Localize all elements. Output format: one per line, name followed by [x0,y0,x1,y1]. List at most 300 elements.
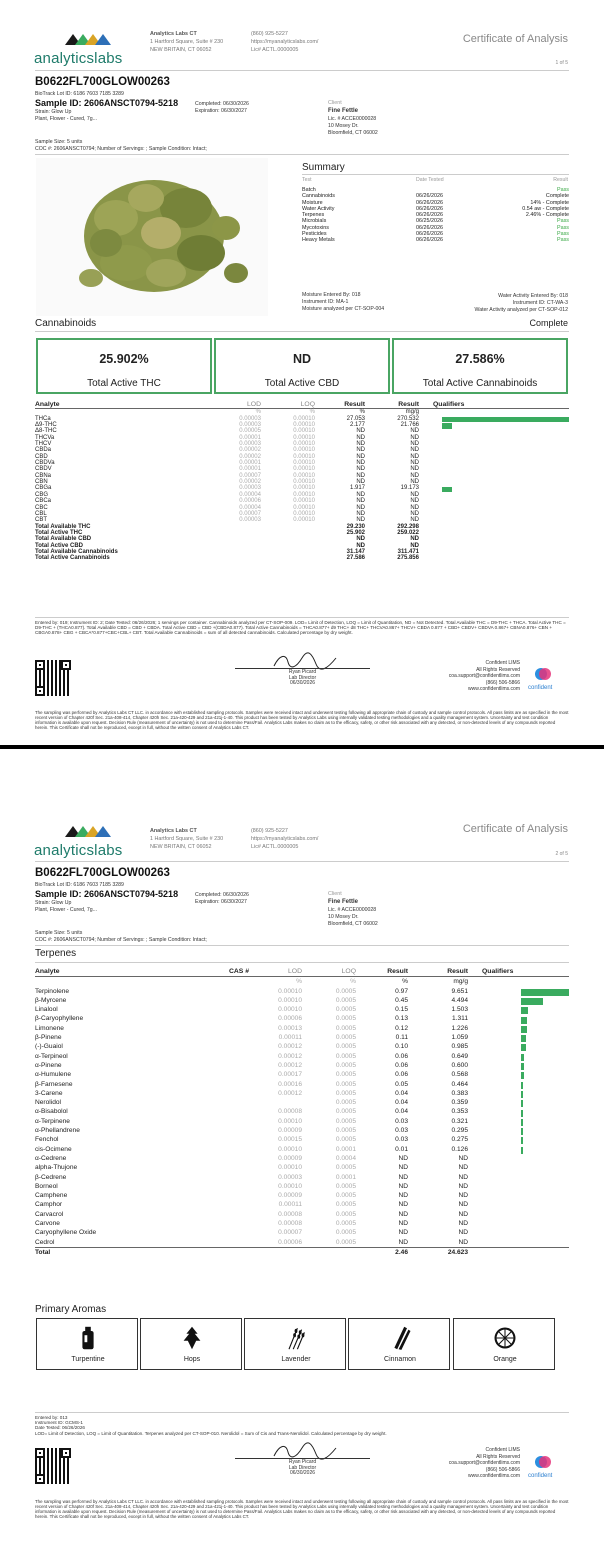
loq-value: 0.0005 [335,1210,356,1218]
summary-result: Pass [557,237,569,244]
loq-value: 0.00010 [293,434,315,441]
result-pct: 0.11 [395,1034,408,1042]
result-mg: ND [410,504,419,511]
coa-page-2 [0,783,604,1566]
lod-value: 0.00004 [239,491,261,498]
summary-date: 06/26/2026 [416,205,443,212]
result-bar [521,1137,523,1144]
total-active-cannabinoids-value: 27.586% [455,352,505,366]
lavender-icon [283,1324,309,1352]
divider [35,945,569,946]
lod-value: 0.00010 [278,987,302,995]
summary-test: Moisture [302,199,323,206]
loq-value: 0.00010 [293,415,315,422]
doc-title: Certificate of Analysis [462,823,568,835]
loq-value: 0.0001 [335,1173,356,1181]
result-pct: 0.01 [395,1145,408,1153]
batch-id: B0622FL700GLOW00263 [35,76,170,88]
col-loq: LOQ [261,402,315,409]
table-row [35,1098,569,1107]
unit-result-mg: mg/g [405,409,419,416]
result-mg: ND [410,447,419,454]
result-mg: 4.494 [451,996,468,1004]
strain: Strain: Glow Up [35,109,72,115]
analyte-name: CBNa [35,472,52,479]
result-pct: ND [398,1154,408,1162]
analyte-name: CBCa [35,498,52,505]
confident-brand: confident [528,1473,553,1479]
result-pct: 0.04 [395,1089,408,1097]
signatory: Ryan Picard Lab Director 06/30/2026 [288,669,317,687]
summary-test: Batch [302,187,316,193]
total-active-thc-label: Total Active THC [87,378,161,389]
result-mg: ND [410,428,419,435]
total-row [35,1247,569,1257]
result-mg: 0.359 [451,1099,468,1107]
product-type: Plant, Flower - Cured, 7g... [35,116,97,122]
aroma-card [348,1318,450,1370]
table-row [35,1052,569,1061]
result-mg: 0.464 [451,1080,468,1088]
confident-info: Confident LIMS All Rights Reserved coa.support@confidentlims.com (866) 506-5866 www.confidentlims.com [448,1447,520,1479]
result-pct: ND [356,453,365,460]
bottle-icon [75,1324,101,1352]
unit-lod: % [296,978,302,986]
summary-test: Cannabinoids [302,193,335,200]
result-bar [521,1147,523,1154]
result-mg: 0.568 [451,1071,468,1079]
summary-title: Summary [302,162,345,173]
result-pct: ND [356,460,365,467]
aroma-card [140,1318,242,1370]
lod-value: 0.00010 [278,1117,302,1125]
sample-id: Sample ID: 2606ANSCT0794-5218 [35,98,179,108]
loq-value: 0.0005 [335,987,356,995]
result-mg: ND [458,1210,468,1218]
result-mg: ND [458,1220,468,1228]
aroma-label: Cinnamon [384,1356,416,1363]
total-active-cbd-value: ND [292,352,312,366]
result-mg: ND [458,1229,468,1237]
result-bar [521,998,543,1005]
loq-value: 0.0005 [335,1229,356,1237]
total-name: Total Active CBD [35,542,84,549]
result-bar [521,1110,523,1117]
client-lic: Lic. # ACCE0000028 [328,907,377,913]
result-bar [521,1091,523,1098]
logo-text: analyticslabs [34,50,123,67]
summary-result: Pass [557,187,569,193]
lod-value: 0.00013 [278,1024,302,1032]
table-row [35,1173,569,1182]
lod-value: 0.00009 [278,1154,302,1162]
result-pct: ND [398,1182,408,1190]
batch-id: B0622FL700GLOW00263 [35,867,170,879]
analyte-name: Caryophyllene Oxide [35,1229,97,1237]
result-bar [521,1119,523,1126]
analyte-name: β-Farnesene [35,1080,73,1088]
analyte-name: Carvone [35,1220,60,1228]
col-qualifiers: Qualifiers [468,967,569,977]
lod-value: 0.00010 [278,1164,302,1172]
result-pct: 0.13 [395,1015,408,1023]
result-mg: ND [458,1164,468,1172]
lod-value: 0.00005 [239,428,261,435]
completed-date: Completed: 06/30/2026 [195,892,249,898]
total-pct: ND [356,542,365,549]
result-pct: ND [398,1173,408,1181]
result-mg: 0.321 [451,1117,468,1125]
loq-value: 0.0005 [335,1006,356,1014]
disclaimer: The sampling was performed by Analytics Labs CT LLC. in accordance with established sampling protocols. Samples were received intact and underwent testing following all appropriate chain of custody and sample control protocols. All pass limits are as specified in the most recent version of Chapter 420f Sec. 21a-408-414, Chapter 420h Sec. 21a-420-429 and 21a-421j-1-40. This product has been tested by Analytics Labs using internally validated testing methodologies and a quality management system. Uncertainty and test condition information is available upon request. Decision Rule (measurement of uncertainty) is not used to determine Pass/Fail. Analytics Labs makes no claim as to the efficacy, safety, or other risk associated with any detected, or non-detected levels of any compounds reported herein. This Certificate shall not be reproduced, except in full, without the written consent of Analytics Labs CT. [35,710,569,730]
col-qualifiers: Qualifiers [419,402,569,409]
loq-value: 0.0005 [335,1034,356,1042]
result-pct: 0.06 [395,1061,408,1069]
result-pct: ND [356,447,365,454]
cannabinoid-notes: Entered by: 019; Instrument ID: 2; Date Tested: 06/26/2026; 1 servings per container. Cannabinoids analyzed per CT-SOP-009. LOD= Limit of Detection, LOQ = Limit of Quantitation, ND = Not Detected. Total Available THC = D9-THC + THCA. Total Active THC = D9-THC + (THCA0.877). Total Available CBD = CBD + CBDA. Total Active CBD = CBD +(CBDA0.877). Total Active Cannabinoids = THCA0.877+ d9 THC+ d8 THC+ THCVA0.867+ THCV+ CBDA 0.877 + CBD+ CBDV+ CBDVA 0.867+ CBNA0.876+ CBN + CBGA0.878+ CBG + CBCA*0.877+CBC+CBL+ CBT. Total Available Cannabinoids = sum of all detected cannabinoids. Calculated percentage by dry weight. [35,620,566,636]
result-pct: 0.97 [395,987,408,995]
loq-value: 0.0005 [335,1099,356,1107]
total-mg: 292.298 [397,523,419,530]
loq-value: 0.0005 [335,1071,356,1079]
client-lic: Lic. # ACCE0000028 [328,116,377,122]
table-row [35,1080,569,1089]
result-pct: ND [356,510,365,517]
client-street: 10 Mosey Dr. [328,123,359,129]
loq-value: 0.0005 [335,1089,356,1097]
analyte-name: β-Myrcene [35,996,67,1004]
lod-value: 0.00008 [278,1210,302,1218]
lod-value: 0.00007 [278,1229,302,1237]
table-row [35,1219,569,1228]
table-row [35,1135,569,1144]
unit-result-mg: mg/g [453,978,468,986]
result-mg: ND [458,1201,468,1209]
analyte-name: Fenchol [35,1136,59,1144]
lod-value: 0.00002 [239,479,261,486]
table-row [35,1061,569,1070]
total-name: Total Available CBD [35,536,92,543]
loq-value: 0.0005 [335,1024,356,1032]
sample-size: Sample Size: 5 units [35,930,83,936]
aroma-label: Lavender [281,1356,311,1363]
loq-value: 0.00010 [293,466,315,473]
result-mg: ND [458,1238,468,1246]
unit-lod: % [255,409,261,416]
lod-value: 0.00016 [278,1080,302,1088]
result-mg: 9.651 [451,987,468,995]
qr-code-icon [35,1448,71,1484]
aroma-card [244,1318,346,1370]
summary-date: 06/26/2026 [416,193,443,200]
terpene-bars [521,783,569,1566]
result-pct: ND [398,1238,408,1246]
summary-result: 0.54 aw - Complete [522,205,569,212]
lod-value: 0.00003 [239,415,261,422]
product-photo [36,158,268,316]
result-pct: ND [398,1164,408,1172]
terpene-notes: Entered by: 013 Instrument ID: GCMS-1 Date Tested: 06/26/2026 LOD= Limit of Detection, LOQ = Limit of Quantitation. Terpenes analyzed per CT-SOP-010. Nerolidol = Sum of Cis and Trans-Nerolidol. Calculated percentage by dry weight. [35,1415,387,1436]
lod-value: 0.00008 [278,1108,302,1116]
loq-value: 0.0005 [335,1164,356,1172]
loq-value: 0.00010 [293,504,315,511]
lod-value: 0.00011 [278,1201,302,1209]
result-pct: 0.10 [395,1043,408,1051]
col-cas: CAS # [175,967,249,977]
result-pct: 2.177 [349,422,365,429]
lod-value: 0.00003 [239,441,261,448]
summary-date: 06/26/2026 [416,224,443,231]
page-number: 1 of 5 [555,60,568,66]
analyte-name: CBDVa [35,460,55,467]
analyte-name: CBGa [35,485,52,492]
result-mg: 1.311 [451,1015,468,1023]
analyte-name: β-Caryophyllene [35,1015,84,1023]
result-mg: 1.059 [451,1034,468,1042]
lod-value: 0.00004 [239,504,261,511]
sample-size: Sample Size: 5 units [35,139,83,145]
lod-value: 0.00017 [278,1071,302,1079]
result-mg: ND [410,441,419,448]
logo-text: analyticslabs [34,842,123,859]
unit-loq: % [309,409,315,416]
col-result: Result [315,402,365,409]
summary-test: Heavy Metals [302,237,335,244]
result-bar [521,1044,526,1051]
result-pct: 0.03 [395,1117,408,1125]
analyte-name: β-Cedrene [35,1173,67,1181]
loq-value: 0.00010 [293,453,315,460]
analyte-name: Cedrol [35,1238,55,1246]
wa-entered: Water Activity Entered By: 018 [498,293,568,299]
result-mg: ND [458,1154,468,1162]
lod-value: 0.00011 [278,1034,302,1042]
lod-value: 0.00001 [239,466,261,473]
summary-date: 06/26/2026 [416,237,443,244]
lab-contact: (860) 925-5227 https://myanalyticslabs.com/ Lic# ACTL.0000005 [251,31,319,53]
result-pct: ND [398,1192,408,1200]
analyte-name: CBDV [35,466,52,473]
lod-value: 0.00007 [239,472,261,479]
loq-value: 0.00010 [293,428,315,435]
analyte-name: (-)-Guaiol [35,1043,63,1051]
expiration-date: Expiration: 06/30/2027 [195,108,247,114]
table-row [35,1042,569,1051]
total-name: Total [35,1248,51,1256]
total-mg: 311.471 [397,548,419,555]
analyte-name: 3-Carene [35,1089,63,1097]
loq-value: 0.0005 [335,1015,356,1023]
result-mg: ND [410,498,419,505]
loq-value: 0.00010 [293,447,315,454]
loq-value: 0.00010 [293,510,315,517]
result-mg: 0.600 [451,1061,468,1069]
biotrack-id: BioTrack Lot ID: 6186 7603 7185 3289 [35,91,124,97]
table-row [35,1182,569,1191]
result-pct: 27.053 [346,415,365,422]
loq-value: 0.0005 [335,1117,356,1125]
summary-test: Microbials [302,218,327,225]
table-row [35,1014,569,1023]
lod-value: 0.00003 [239,422,261,429]
summary-result: Pass [557,231,569,238]
col-analyte: Analyte [35,967,175,977]
result-bar [521,1128,523,1135]
result-bar [521,1017,527,1024]
analyte-name: Linalool [35,1006,58,1014]
table-row [35,1238,569,1248]
summary-result: 14% - Complete [530,199,569,206]
loq-value: 0.0005 [335,1052,356,1060]
aromas-title: Primary Aromas [35,1304,107,1315]
result-mg: 1.226 [451,1024,468,1032]
cannabinoids-title: Cannabinoids [35,318,97,329]
loq-value: 0.0004 [335,1154,356,1162]
client-city: Bloomfield, CT 06002 [328,130,378,136]
total-mg: 275.856 [397,555,419,562]
total-active-cannabinoids-label: Total Active Cannabinoids [422,378,538,389]
lod-value: 0.00001 [239,460,261,467]
total-name: Total Active Cannabinoids [35,555,110,562]
result-mg: ND [410,510,419,517]
result-bar [521,1007,528,1014]
result-bar [521,1063,524,1070]
strain: Strain: Glow Up [35,900,72,906]
loq-value: 0.00010 [293,472,315,479]
analyte-name: CBN [35,479,48,486]
table-row [35,1210,569,1219]
analyte-name: α-Phellandrene [35,1127,80,1135]
terpenes-title: Terpenes [35,948,77,959]
lod-value: 0.00010 [278,1182,302,1190]
result-pct: ND [356,504,365,511]
sample-id: Sample ID: 2606ANSCT0794-5218 [35,889,179,899]
col-result: Result [356,967,408,977]
total-active-thc-box [36,338,212,394]
result-mg: ND [410,517,419,524]
result-mg: 19.173 [400,485,419,492]
summary-date: 06/26/2026 [416,231,443,238]
analyte-name: α-Pinene [35,1061,62,1069]
page-number: 2 of 5 [555,851,568,857]
table-row [35,1154,569,1163]
result-pct: 0.06 [395,1052,408,1060]
result-mg: 270.532 [397,415,419,422]
result-pct: 0.06 [395,1071,408,1079]
aroma-card [36,1318,138,1370]
result-bar [521,1082,523,1089]
lod-value: 0.00002 [239,453,261,460]
result-mg: 21.766 [400,422,419,429]
loq-value: 0.00010 [293,460,315,467]
analyte-name: Δ9-THC [35,422,57,429]
analyte-name: CBT [35,517,47,524]
result-bar [521,1072,524,1079]
product-type: Plant, Flower - Cured, 7g... [35,907,97,913]
loq-value: 0.0005 [335,1108,356,1116]
signatory: Ryan Picard Lab Director 06/30/2026 [288,1459,317,1477]
aroma-card [453,1318,555,1370]
col-lod: LOD [175,402,261,409]
result-mg: ND [410,434,419,441]
table-row [35,1228,569,1237]
page-separator [0,745,604,749]
result-pct: 0.45 [395,996,408,1004]
summary-test: Water Activity [302,205,335,212]
result-pct: 0.12 [395,1024,408,1032]
summary-date: 06/25/2026 [416,218,443,225]
table-row [35,1070,569,1079]
result-mg: ND [410,460,419,467]
loq-value: 0.0005 [335,1080,356,1088]
table-row [35,996,569,1005]
analyte-name: α-Humulene [35,1071,72,1079]
loq-value: 0.0005 [335,1192,356,1200]
confident-info: Confident LIMS All Rights Reserved coa.support@confidentlims.com (866) 506-5866 www.confidentlims.com [448,660,520,692]
analyte-name: α-Cedrene [35,1154,67,1162]
analyte-name: THCV [35,441,52,448]
aroma-label: Hops [183,1356,201,1363]
result-mg: ND [458,1192,468,1200]
logo-mark-icon [64,28,114,50]
result-pct: 0.04 [395,1108,408,1116]
moisture-entered: Moisture Entered By: 018 [302,292,361,298]
summary-result: 2.46% - Complete [525,212,569,219]
analyte-name: Terpinolene [35,987,70,995]
result-bar [521,1100,523,1107]
loq-value: 0.00010 [293,479,315,486]
confident-logo-icon [534,1453,552,1471]
total-name: Total Available Cannabinoids [35,548,118,555]
col-loq: LOQ [302,967,356,977]
result-pct: ND [398,1220,408,1228]
analyte-name: alpha-Thujone [35,1164,78,1172]
result-pct: ND [356,498,365,505]
disclaimer: The sampling was performed by Analytics Labs CT LLC. in accordance with established sampling protocols. Samples were received intact and underwent testing following all appropriate chain of custody and sample control protocols. All pass limits are as specified in the most recent version of Chapter 420f Sec. 21a-408-414, Chapter 420h Sec. 21a-420-429 and 21a-421j-1-40. This product has been tested by Analytics Labs using internally validated testing methodologies and a quality management system. Uncertainty and test condition information is available upon request. Decision Rule (measurement of uncertainty) is not used to determine Pass/Fail. Analytics Labs makes no claim as to the efficacy, safety, or other risk associated with any detected, or non-detected levels of any compounds reported herein. This Certificate shall not be reproduced, except in full, without the written consent of Analytics Labs CT. [35,1499,569,1519]
loq-value: 0.0005 [335,1182,356,1190]
divider [35,1412,569,1413]
result-mg: 0.295 [451,1127,468,1135]
summary-result: Pass [557,218,569,225]
loq-value: 0.0005 [335,1127,356,1135]
lod-value: 0.00012 [278,1052,302,1060]
analyte-name: THCVa [35,434,55,441]
wa-sop: Water Activity analyzed per CT-SOP-012 [474,307,568,313]
loq-value: 0.00010 [293,422,315,429]
loq-value: 0.0005 [335,1201,356,1209]
result-mg: 0.383 [451,1089,468,1097]
coc: COC #: 2606ANSCT0794; Number of Servings: ; Sample Condition: Intact; [35,937,207,943]
loq-value: 0.0005 [335,1061,356,1069]
result-pct: 0.15 [395,1006,408,1014]
moisture-instrument: Instrument ID: MA-1 [302,299,349,305]
result-mg: 0.353 [451,1108,468,1116]
result-pct: 0.04 [395,1099,408,1107]
analyte-name: Borneol [35,1182,58,1190]
client-street: 10 Mosey Dr. [328,914,359,920]
result-bar [442,423,452,429]
result-mg: ND [410,466,419,473]
confident-brand: confident [528,685,553,691]
analyte-name: Camphor [35,1201,63,1209]
client-name: Fine Fettle [328,108,359,114]
result-pct: ND [356,491,365,498]
summary-date: 06/26/2026 [416,199,443,206]
total-active-cbd-box [214,338,390,394]
result-pct: ND [356,466,365,473]
loq-value: 0.00010 [293,517,315,524]
result-bar [442,487,452,493]
